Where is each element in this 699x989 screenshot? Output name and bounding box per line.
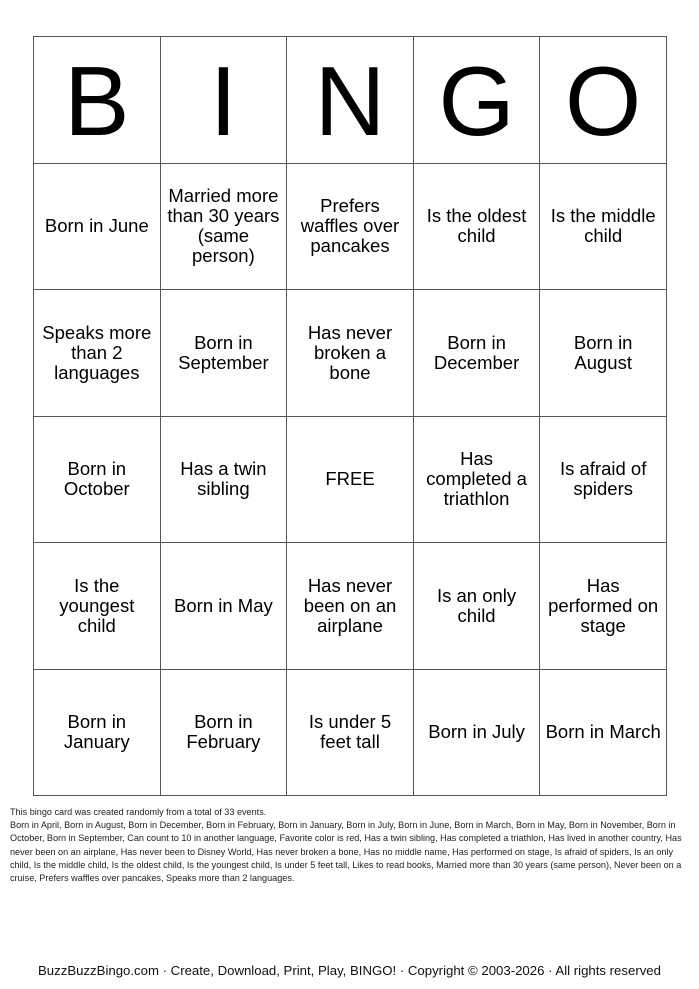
header-row — [34, 37, 667, 164]
bingo-cell: Born in July — [413, 669, 540, 796]
bingo-cell: Born in June — [34, 163, 161, 290]
bingo-cell: Born in October — [34, 416, 161, 543]
bingo-cell: Born in March — [540, 669, 667, 796]
header-letter-i: I — [160, 37, 287, 164]
bingo-cell: Born in May — [160, 543, 287, 670]
header-letter-b: B — [34, 37, 161, 164]
bingo-cell: Is the youngest child — [34, 543, 161, 670]
bingo-cell: Is the oldest child — [413, 163, 540, 290]
bingo-card — [33, 36, 667, 796]
header-letter-n: N — [287, 37, 414, 164]
header-letter-o: O — [540, 37, 667, 164]
note-intro: This bingo card was created randomly from a total of 33 events. — [10, 807, 267, 817]
bingo-cell: Speaks more than 2 languages — [34, 290, 161, 417]
bingo-cell: Married more than 30 years (same person) — [160, 163, 287, 290]
footer-copyright: BuzzBuzzBingo.com · Create, Download, Print, Play, BINGO! · Copyright © 2003-2026 · All rights reserved — [38, 963, 661, 978]
card-row — [34, 543, 667, 670]
bingo-cell: Is an only child — [413, 543, 540, 670]
bingo-cell: Has never broken a bone — [287, 290, 414, 417]
card-row — [34, 163, 667, 290]
bingo-cell: Is the middle child — [540, 163, 667, 290]
card-row — [34, 416, 667, 543]
bingo-cell: Born in January — [34, 669, 161, 796]
note-events-list: Born in April, Born in August, Born in December, Born in February, Born in January, Born in July, Born in June, Born in March, Born in May, Born in November, Born in October, Born in September, Can count to 10 in another language, Favorite color is red, Has a twin sibling, Has completed a triathlon, Has lived in another country, Has never been on an airplane, Has never been to Disney World, Has never broken a bone, Has no middle name, Has performed on stage, Is afraid of spiders, Is an only child, Is the middle child, Is the oldest child, Is the youngest child, Is under 5 feet tall, Likes to read books, Married more than 30 years (same person), Never been on a cruise, Prefers waffles over pancakes, Speaks more than 2 languages. — [10, 820, 682, 884]
bingo-cell: Has a twin sibling — [160, 416, 287, 543]
bingo-cell: Born in December — [413, 290, 540, 417]
bingo-cell: Is afraid of spiders — [540, 416, 667, 543]
bingo-cell: Is under 5 feet tall — [287, 669, 414, 796]
bingo-cell: Born in February — [160, 669, 287, 796]
bingo-cell: Born in September — [160, 290, 287, 417]
card-row — [34, 290, 667, 417]
bingo-cell: Born in August — [540, 290, 667, 417]
free-space-cell: FREE — [287, 416, 414, 543]
header-letter-g: G — [413, 37, 540, 164]
bingo-cell: Has completed a triathlon — [413, 416, 540, 543]
card-row — [34, 669, 667, 796]
card-events-note — [10, 806, 694, 885]
bingo-cell: Has performed on stage — [540, 543, 667, 670]
bingo-cell: Has never been on an airplane — [287, 543, 414, 670]
bingo-cell: Prefers waffles over pancakes — [287, 163, 414, 290]
